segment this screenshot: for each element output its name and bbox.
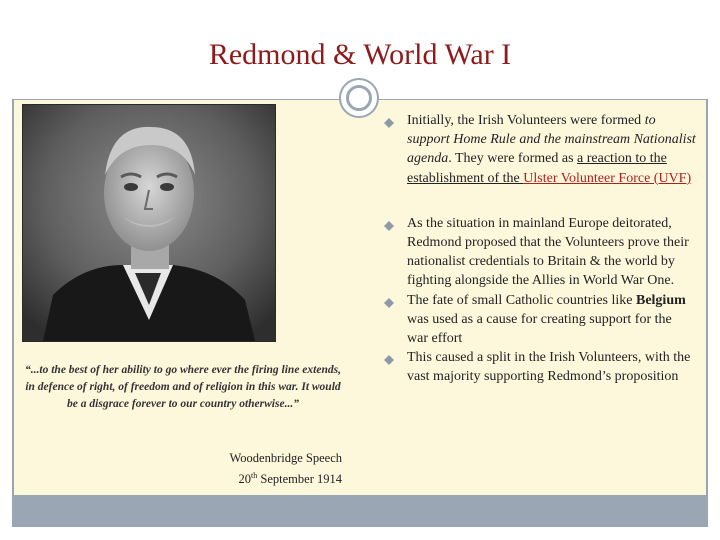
- right-border: [706, 100, 708, 495]
- bullet-item-initial: [382, 111, 696, 188]
- slide-title: Redmond & World War I: [208, 38, 512, 71]
- footer-bar: [12, 495, 708, 527]
- bullet-item-belgium: [382, 291, 696, 349]
- caption-day: 20: [238, 472, 252, 487]
- bullet-1-text-b: to support Home Rule and the mainstream Nationalist agenda: [407, 113, 696, 167]
- bullet-3-text-b: Belgium: [635, 292, 686, 308]
- caption-date: [180, 467, 342, 488]
- diamond-bullet-icon: [384, 221, 394, 226]
- bullet-item-split: [382, 348, 696, 386]
- circle-ornament-icon: [339, 78, 379, 118]
- bullet-4-text: This caused a split in the Irish Volunteers, with the vast majority supporting Redmond’s proposition: [407, 350, 691, 385]
- quote-text: “...to the best of her ability to go where ever the firing line extends, in defence of right, of freedom and of religion in this war. It would be a disgrace forever to our country otherwise...”: [25, 364, 341, 410]
- portrait-graphic: [23, 105, 275, 341]
- speech-caption: [180, 449, 342, 488]
- bullet-list: [382, 111, 696, 387]
- caption-ordinal: th: [251, 471, 258, 480]
- uvf-link[interactable]: Ulster Volunteer Force (UVF): [523, 170, 692, 186]
- caption-title: Woodenbridge Speech: [229, 451, 342, 465]
- bullet-1-text-a: Initially, the Irish Volunteers were formed: [407, 113, 645, 128]
- bullet-3-text-c: was used as a cause for creating support for the war effort: [407, 311, 672, 347]
- left-border: [12, 100, 14, 495]
- diamond-bullet-icon: [384, 298, 394, 303]
- portrait-image: [22, 104, 276, 342]
- bullet-1-text-d: a reaction to the establishment of the: [407, 151, 667, 186]
- caption-month-year: September 1914: [257, 472, 342, 487]
- diamond-bullet-icon: [384, 355, 394, 360]
- bullet-1-text-c: . They were formed as: [448, 151, 578, 167]
- bullet-3-text-a: The fate of small Catholic countries like: [407, 292, 636, 308]
- diamond-bullet-icon: [384, 118, 394, 123]
- bullet-2-text: As the situation in mainland Europe deitorated, Redmond proposed that the Volunteers prove their nationalist credentials to Britain & the world by fighting alongside the Allies in World War One.: [407, 215, 689, 289]
- bullet-item-situation: [382, 214, 696, 291]
